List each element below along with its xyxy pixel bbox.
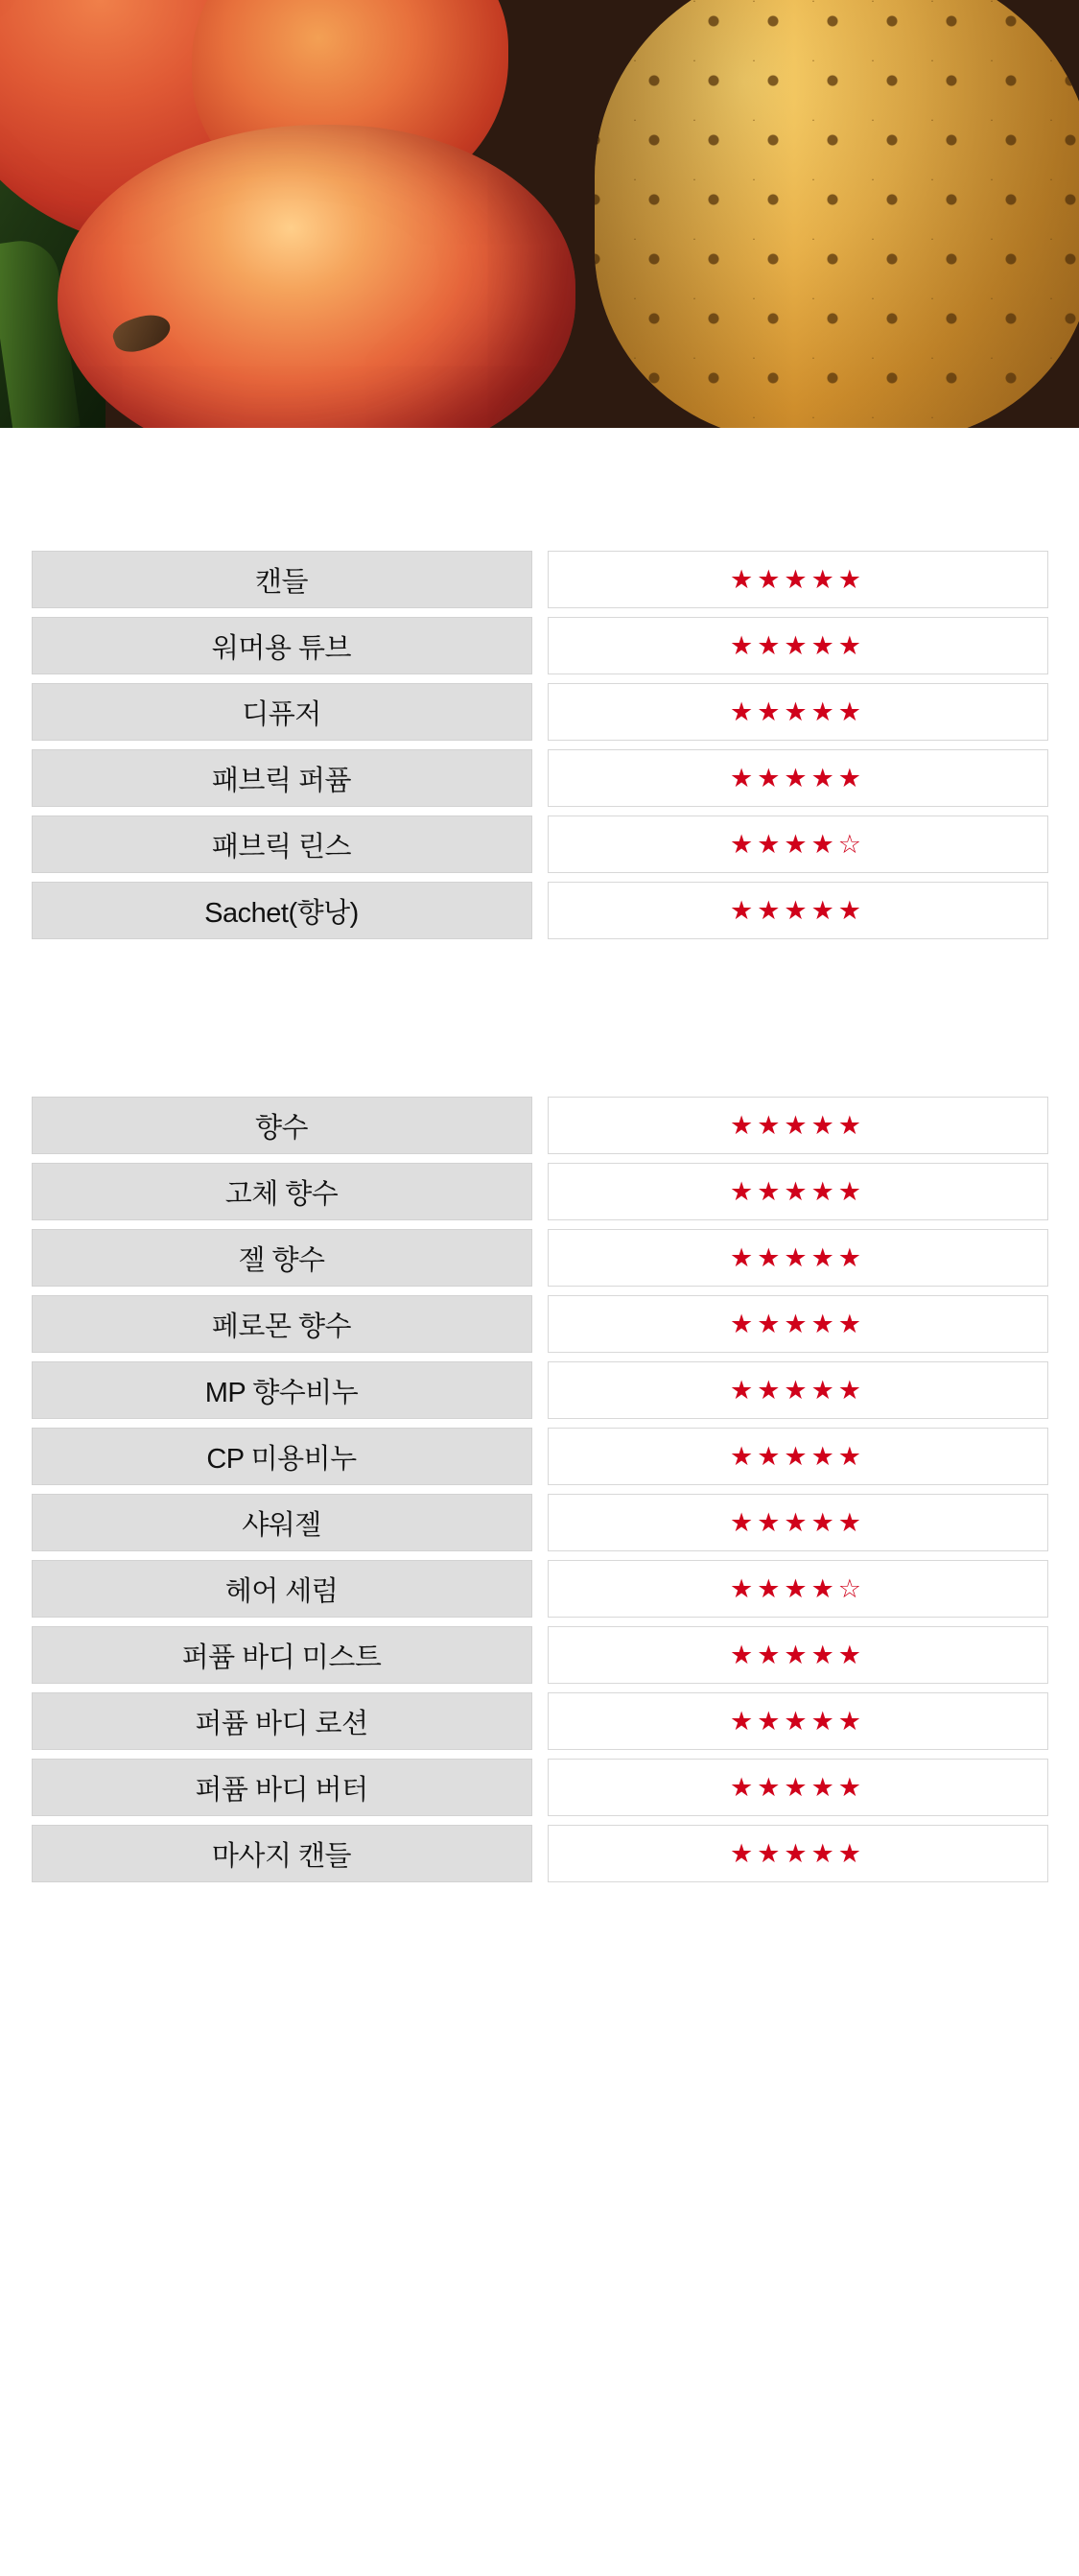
table-row [32, 1560, 1048, 1618]
product-name-cell: 디퓨저 [32, 683, 532, 741]
star-rating: ★★★★☆ [729, 1573, 866, 1603]
rating-cell [548, 1428, 1048, 1485]
pineapple-shading [595, 0, 1079, 428]
product-name-cell: 페로몬 향수 [32, 1295, 532, 1353]
rating-cell [548, 749, 1048, 807]
star-rating: ★★★★★ [729, 763, 866, 792]
star-rating: ★★★★★ [729, 564, 866, 594]
rating-cell [548, 1759, 1048, 1816]
product-name-cell: 캔들 [32, 551, 532, 608]
table-row [32, 617, 1048, 674]
product-name-cell: 젤 향수 [32, 1229, 532, 1287]
table-row [32, 551, 1048, 608]
rating-cell [548, 617, 1048, 674]
star-rating: ★★★★★ [729, 1838, 866, 1868]
rating-cell [548, 1692, 1048, 1750]
product-name-cell: 퍼퓸 바디 버터 [32, 1759, 532, 1816]
star-rating: ★★★★★ [729, 895, 866, 925]
table-row [32, 1759, 1048, 1816]
rating-cell [548, 882, 1048, 939]
rating-cell [548, 1825, 1048, 1882]
home-fragrance-rating-table [32, 551, 1048, 939]
rating-cell [548, 1494, 1048, 1551]
product-name-cell: Sachet(향낭) [32, 882, 532, 939]
spacer-between-tables [0, 948, 1079, 1097]
product-name-cell: 패브릭 린스 [32, 815, 532, 873]
product-name-cell: CP 미용비누 [32, 1428, 532, 1485]
product-name-cell: 패브릭 퍼퓸 [32, 749, 532, 807]
star-rating: ★★★★★ [729, 697, 866, 726]
table-row [32, 1428, 1048, 1485]
star-rating: ★★★★★ [729, 1507, 866, 1537]
rating-cell [548, 1097, 1048, 1154]
product-name-cell: 워머용 튜브 [32, 617, 532, 674]
product-name-cell: MP 향수비누 [32, 1361, 532, 1419]
table-row [32, 1494, 1048, 1551]
rating-cell [548, 683, 1048, 741]
table-row [32, 1361, 1048, 1419]
table-row [32, 1163, 1048, 1220]
star-rating: ★★★★★ [729, 1640, 866, 1669]
table-row [32, 1229, 1048, 1287]
star-rating: ★★★★★ [729, 1110, 866, 1140]
table-row [32, 815, 1048, 873]
hero-fruit-image [0, 0, 1079, 428]
star-rating: ★★★★☆ [729, 829, 866, 859]
product-name-cell: 퍼퓸 바디 로션 [32, 1692, 532, 1750]
star-rating: ★★★★★ [729, 1706, 866, 1736]
rating-cell [548, 1163, 1048, 1220]
product-name-cell: 헤어 세럼 [32, 1560, 532, 1618]
rating-cell [548, 1560, 1048, 1618]
star-rating: ★★★★★ [729, 1176, 866, 1206]
table-row [32, 882, 1048, 939]
personal-fragrance-rating-table [32, 1097, 1048, 1882]
rating-cell [548, 1295, 1048, 1353]
rating-cell [548, 1229, 1048, 1287]
product-name-cell: 향수 [32, 1097, 532, 1154]
spacer-above-first-table [0, 428, 1079, 551]
rating-cell [548, 551, 1048, 608]
rating-cell [548, 1361, 1048, 1419]
table-row [32, 1825, 1048, 1882]
table-row [32, 683, 1048, 741]
product-name-cell: 고체 향수 [32, 1163, 532, 1220]
table-row [32, 749, 1048, 807]
rating-cell [548, 1626, 1048, 1684]
table-row [32, 1626, 1048, 1684]
product-name-cell: 마사지 캔들 [32, 1825, 532, 1882]
star-rating: ★★★★★ [729, 1309, 866, 1338]
product-name-cell: 샤워젤 [32, 1494, 532, 1551]
rating-cell [548, 815, 1048, 873]
product-name-cell: 퍼퓸 바디 미스트 [32, 1626, 532, 1684]
table-row [32, 1692, 1048, 1750]
star-rating: ★★★★★ [729, 1772, 866, 1802]
table-row [32, 1295, 1048, 1353]
star-rating: ★★★★★ [729, 1242, 866, 1272]
star-rating: ★★★★★ [729, 1375, 866, 1405]
table-row [32, 1097, 1048, 1154]
star-rating: ★★★★★ [729, 1441, 866, 1471]
star-rating: ★★★★★ [729, 630, 866, 660]
